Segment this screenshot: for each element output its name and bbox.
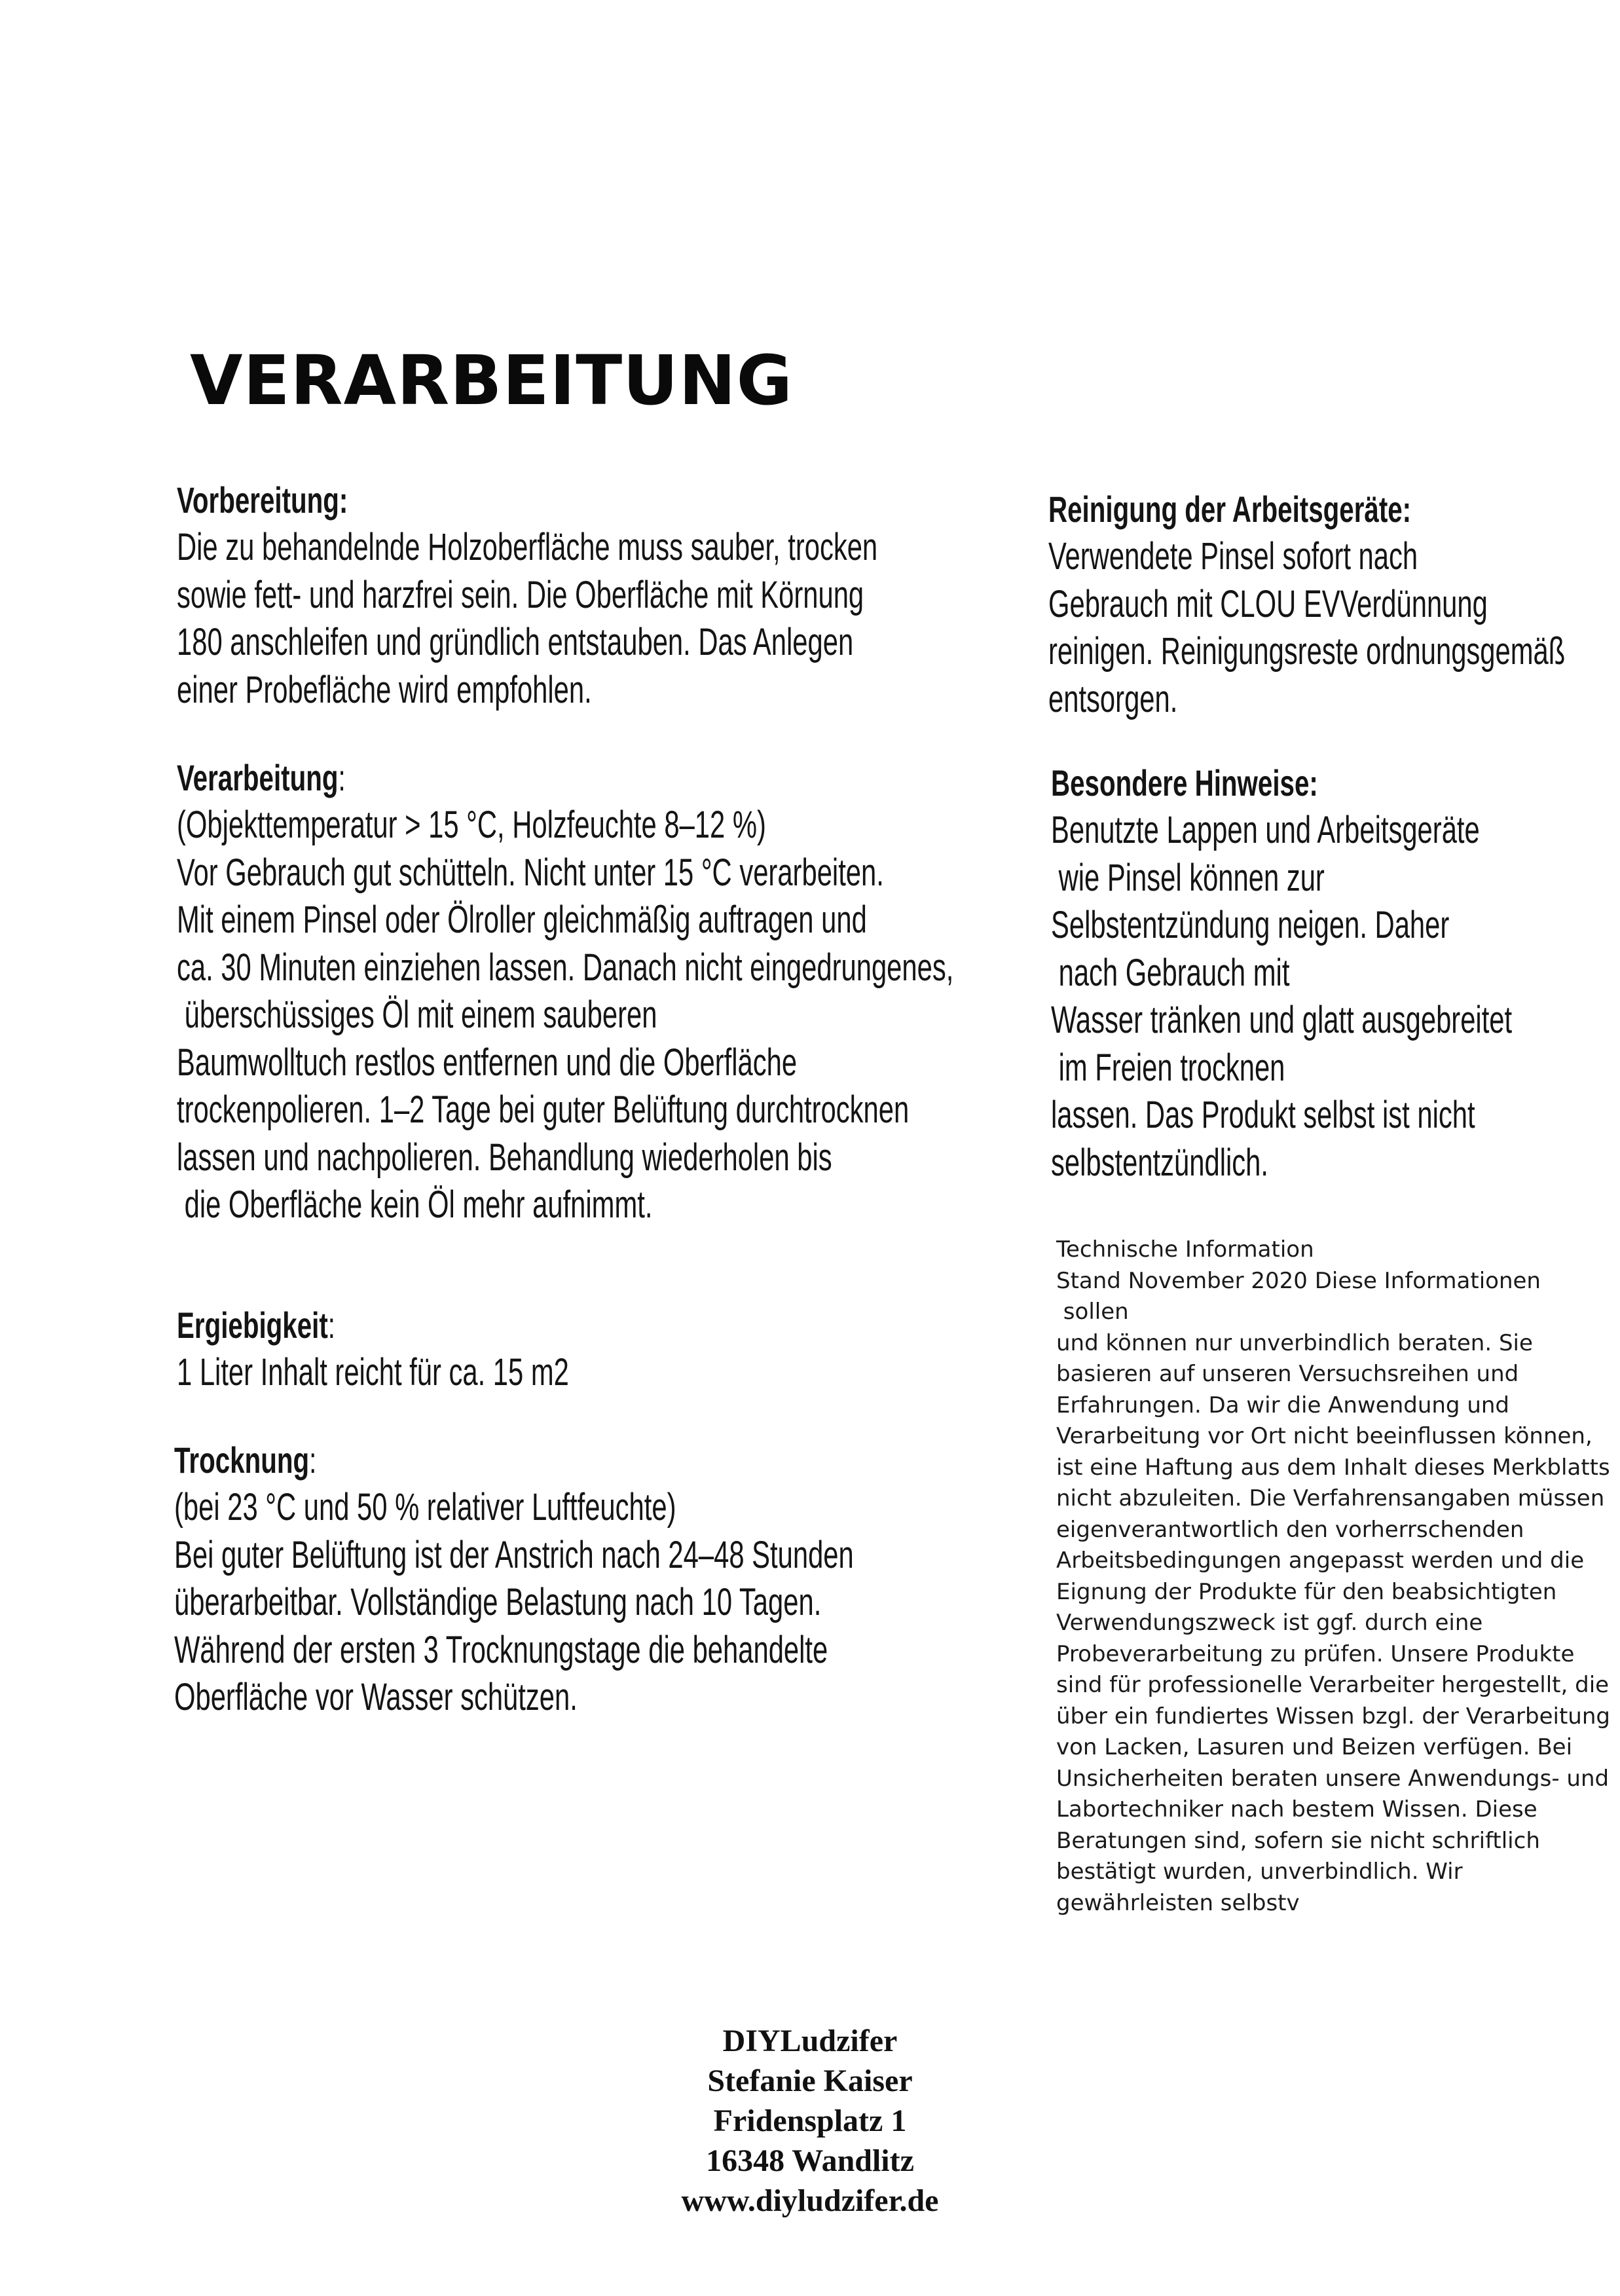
text-line: reinigen. Reinigungsreste ordnungsgemäß	[1048, 630, 1566, 673]
text-line: eigenverantwortlich den vorherrschenden	[1056, 1516, 1524, 1543]
text-line: Erfahrungen. Da wir die Anwendung und	[1056, 1392, 1510, 1418]
text-line: Benutzte Lappen und Arbeitsgeräte	[1051, 809, 1480, 851]
text-line: Verarbeitung vor Ort nicht beeinflussen können,	[1056, 1423, 1592, 1449]
text-line: Labortechniker nach bestem Wissen. Diese	[1056, 1796, 1537, 1823]
section-reinigung	[1048, 486, 1565, 723]
section-verarbeitung	[177, 754, 953, 1229]
section-heading: Besondere Hinweise:	[1051, 762, 1318, 804]
text-line: lassen und nachpolieren. Behandlung wiederholen bis	[177, 1136, 832, 1179]
heading-text: Trocknung	[174, 1439, 310, 1481]
text-line: sollen	[1056, 1299, 1129, 1325]
text-line: Probeverarbeitung zu prüfen. Unsere Produkte	[1056, 1640, 1575, 1667]
text-line: Beratungen sind, sofern sie nicht schriftlich	[1056, 1827, 1540, 1854]
text-line: basieren auf unseren Versuchsreihen und	[1056, 1361, 1519, 1387]
city-address: 16348 Wandlitz	[706, 2143, 914, 2178]
section-heading: Vorbereitung:	[177, 479, 348, 521]
text-line: (bei 23 °C und 50 % relativer Luftfeuchte)	[174, 1486, 676, 1528]
text-line: Vor Gebrauch gut schütteln. Nicht unter 15 °C verarbeiten.	[177, 851, 884, 894]
text-line: überschüssiges Öl mit einem sauberen	[177, 993, 657, 1036]
text-line: im Freien trocknen	[1051, 1046, 1285, 1089]
text-line: einer Probefläche wird empfohlen.	[177, 668, 592, 711]
text-line: Gebrauch mit CLOU EVVerdünnung	[1048, 582, 1488, 625]
contact-name: Stefanie Kaiser	[707, 2064, 913, 2098]
section-heading	[174, 1437, 854, 1484]
text-line: selbstentzündlich.	[1051, 1141, 1268, 1184]
text-line: Stand November 2020 Diese Informationen	[1056, 1267, 1541, 1294]
section-heading	[177, 1302, 569, 1349]
text-line: Technische Information	[1056, 1236, 1314, 1263]
text-line: Verwendungszweck ist ggf. durch eine	[1056, 1610, 1483, 1636]
text-line: entsorgen.	[1048, 677, 1178, 720]
text-line: nach Gebrauch mit	[1051, 951, 1290, 994]
text-line: und können nur unverbindlich beraten. Sie	[1056, 1329, 1533, 1356]
street-address: Fridensplatz 1	[713, 2103, 907, 2138]
text-line: Verwendete Pinsel sofort nach	[1048, 535, 1418, 578]
text-line: trockenpolieren. 1–2 Tage bei guter Belüftung durchtrocknen	[177, 1088, 910, 1131]
page-title: VERARBEITUNG	[190, 341, 793, 420]
company-name: DIYLudzifer	[722, 2024, 898, 2058]
text-line: sind für professionelle Verarbeiter hergestellt, die	[1056, 1672, 1610, 1698]
section-vorbereitung	[177, 477, 877, 714]
text-line: lassen. Das Produkt selbst ist nicht	[1051, 1094, 1475, 1136]
text-line: Eignung der Produkte für den beabsichtigten	[1056, 1578, 1557, 1605]
section-heading	[177, 754, 953, 802]
text-line: Während der ersten 3 Trocknungstage die behandelte	[174, 1628, 828, 1671]
heading-colon: :	[338, 757, 346, 798]
heading-text: Verarbeitung	[177, 757, 339, 798]
text-line: Mit einem Pinsel oder Ölroller gleichmäßig auftragen und	[177, 898, 867, 941]
text-line: sowie fett- und harzfrei sein. Die Oberfläche mit Körnung	[177, 573, 864, 616]
text-line: Wasser tränken und glatt ausgebreitet	[1051, 999, 1513, 1041]
text-line: über ein fundiertes Wissen bzgl. der Verarbeitung	[1056, 1703, 1610, 1730]
section-heading: Reinigung der Arbeitsgeräte:	[1048, 489, 1412, 530]
text-line: wie Pinsel können zur	[1051, 856, 1325, 899]
text-line: überarbeitbar. Vollständige Belastung nach 10 Tagen.	[174, 1581, 822, 1623]
text-line: gewährleisten selbstv	[1056, 1889, 1300, 1916]
technical-information	[1056, 1234, 1619, 1919]
heading-colon: :	[327, 1305, 335, 1346]
text-line: Arbeitsbedingungen angepasst werden und die	[1056, 1547, 1585, 1574]
text-line: Unsicherheiten beraten unsere Anwendungs- und	[1056, 1765, 1610, 1792]
text-line: bestätigt wurden, unverbindlich. Wir	[1056, 1859, 1463, 1885]
text-line: nicht abzuleiten. Die Verfahrensangaben müssen	[1056, 1485, 1605, 1511]
text-line: Bei guter Belüftung ist der Anstrich nach 24–48 Stunden	[174, 1533, 854, 1576]
text-line: Die zu behandelnde Holzoberfläche muss sauber, trocken	[177, 526, 878, 568]
text-line: 1 Liter Inhalt reicht für ca. 15 m2	[177, 1351, 569, 1394]
text-line: (Objekttemperatur > 15 °C, Holzfeuchte 8–12 %)	[177, 804, 766, 846]
heading-text: Ergiebigkeit	[177, 1305, 328, 1346]
section-trocknung	[174, 1437, 854, 1722]
text-line: 180 anschleifen und gründlich entstauben. Das Anlegen	[177, 621, 854, 663]
text-line: ist eine Haftung aus dem Inhalt dieses Merkblatts	[1056, 1454, 1610, 1481]
text-line: Selbstentzündung neigen. Daher	[1051, 904, 1450, 946]
section-besondere-hinweise	[1051, 760, 1512, 1187]
text-line: von Lacken, Lasuren und Beizen verfügen. Bei	[1056, 1734, 1573, 1760]
text-line: Baumwolltuch restlos entfernen und die Oberfläche	[177, 1041, 798, 1084]
text-line: ca. 30 Minuten einziehen lassen. Danach nicht eingedrungenes,	[177, 946, 954, 989]
footer-address	[0, 2021, 1620, 2221]
text-line: Oberfläche vor Wasser schützen.	[174, 1676, 578, 1718]
section-ergiebigkeit	[177, 1302, 569, 1397]
website-link[interactable]: www.diyludzifer.de	[681, 2183, 939, 2218]
text-line: die Oberfläche kein Öl mehr aufnimmt.	[177, 1183, 653, 1226]
heading-colon: :	[309, 1439, 317, 1481]
